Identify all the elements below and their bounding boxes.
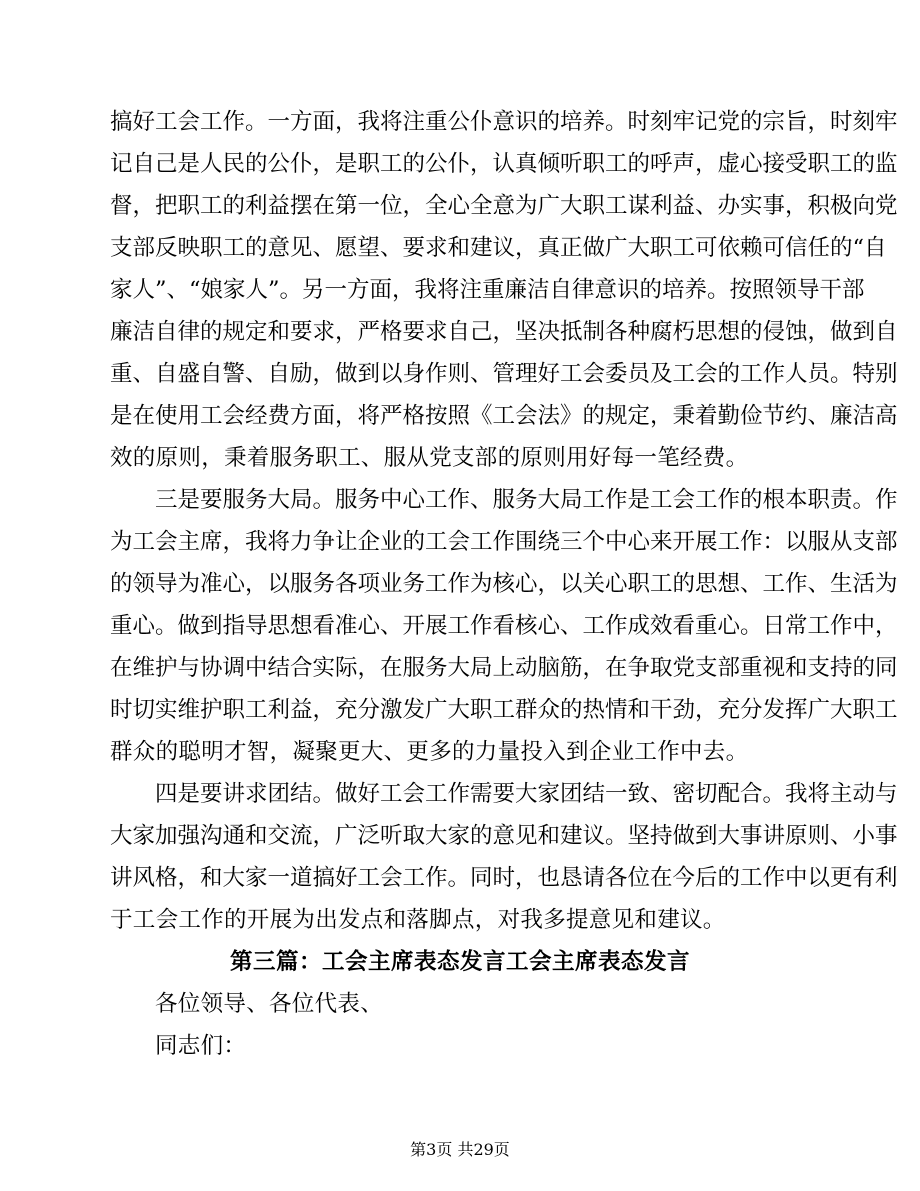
paragraph-line: 时切实维护职工利益，充分激发广大职工群众的热情和干劲，充分发挥广大职工 (110, 697, 898, 723)
salutation-line: 同志们： (155, 1033, 247, 1059)
paragraph-line: 搞好工会工作。一方面，我将注重公仆意识的培养。时刻牢记党的宗旨，时刻牢 (110, 109, 898, 135)
paragraph-line: 督，把职工的利益摆在第一位，全心全意为广大职工谋利益、办实事，积极向党 (110, 193, 898, 219)
paragraph-line: 效的原则，秉着服务职工、服从党支部的原则用好每一笔经费。 (110, 445, 749, 471)
section-heading: 第三篇：工会主席表态发言工会主席表态发言 (229, 949, 690, 975)
paragraph-line: 四是要讲求团结。做好工会工作需要大家团结一致、密切配合。我将主动与 (155, 781, 898, 807)
paragraph-line: 的领导为准心，以服务各项业务工作为核心，以关心职工的思想、工作、生活为 (110, 571, 898, 597)
paragraph-line: 讲风格，和大家一道搞好工会工作。同时，也恳请各位在今后的工作中以更有利 (110, 865, 898, 891)
page-footer: 第3页 共29页 (410, 1140, 510, 1159)
paragraph-line: 在维护与协调中结合实际，在服务大局上动脑筋，在争取党支部重视和支持的同 (110, 655, 898, 681)
paragraph-line: 是在使用工会经费方面，将严格按照《工会法》的规定，秉着勤俭节约、廉洁高 (110, 403, 898, 429)
paragraph-line: 大家加强沟通和交流，广泛听取大家的意见和建议。坚持做到大事讲原则、小事 (110, 823, 898, 849)
paragraph-line: 重心。做到指导思想看准心、开展工作看核心、工作成效看重心。日常工作中， (110, 613, 898, 639)
paragraph-line: 记自己是人民的公仆，是职工的公仆，认真倾听职工的呼声，虚心接受职工的监 (110, 151, 898, 177)
paragraph-line: 廉洁自律的规定和要求，严格要求自己，坚决抵制各种腐朽思想的侵蚀，做到自 (110, 319, 898, 345)
paragraph-line: 三是要服务大局。服务中心工作、服务大局工作是工会工作的根本职责。作 (155, 487, 898, 513)
paragraph-line: 重、自盛自警、自励，做到以身作则、管理好工会委员及工会的工作人员。特别 (110, 361, 898, 387)
paragraph-line: 为工会主席，我将力争让企业的工会工作围绕三个中心来开展工作：以服从支部 (110, 529, 898, 555)
paragraph-line: 于工会工作的开展为出发点和落脚点，对我多提意见和建议。 (110, 907, 726, 933)
paragraph-line: 家人”、“娘家人”。另一方面，我将注重廉洁自律意识的培养。按照领导干部 (110, 277, 865, 303)
paragraph-line: 支部反映职工的意见、愿望、要求和建议，真正做广大职工可依赖可信任的“自 (110, 235, 887, 261)
paragraph-line: 群众的聪明才智，凝聚更大、更多的力量投入到企业工作中去。 (110, 739, 749, 765)
salutation-line: 各位领导、各位代表、 (155, 991, 384, 1017)
